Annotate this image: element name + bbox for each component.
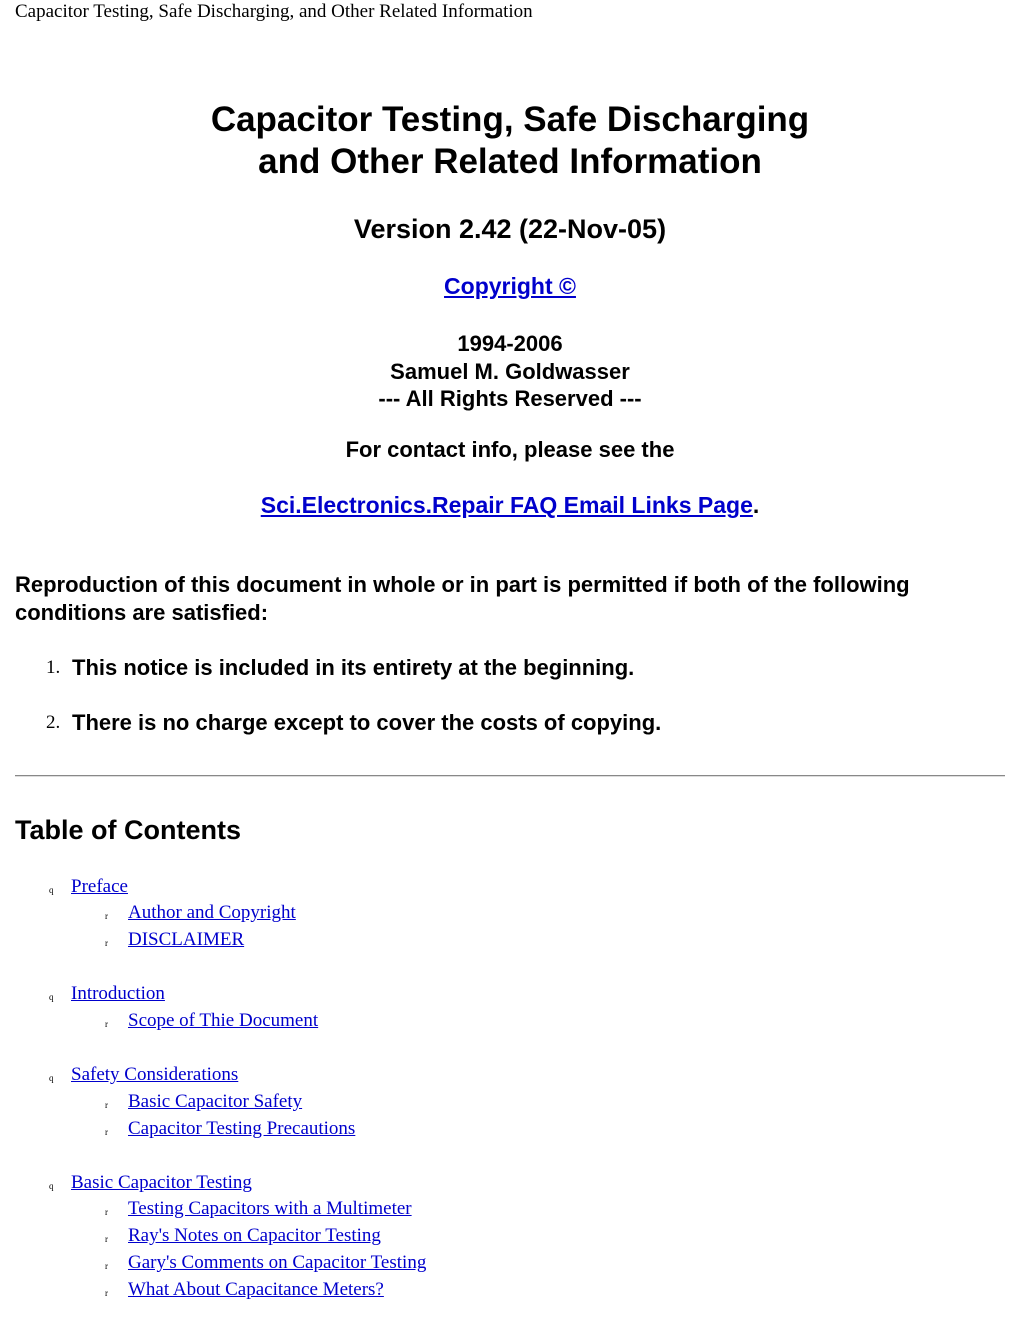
toc-link-scope[interactable]: Scope of Thie Document (128, 1010, 319, 1031)
faq-link-block (0, 490, 1020, 520)
condition-text: This notice is included in its entirety at the beginning. (72, 655, 635, 680)
toc-section-basic-testing (49, 1171, 252, 1195)
horizontal-divider (15, 775, 1005, 777)
toc-subitem-rays-notes (105, 1224, 381, 1248)
toc-link-introduction[interactable]: Introduction (71, 983, 165, 1004)
toc-subitem-garys-comments (105, 1251, 427, 1275)
copyright-link[interactable]: Copyright © (444, 273, 576, 299)
toc-subitem-capacitance-meters (105, 1278, 384, 1302)
toc-subitem-author-copyright (105, 901, 296, 925)
author-block (0, 330, 1020, 413)
copyright-years: 1994-2006 (457, 331, 563, 356)
toc-section-introduction (49, 982, 165, 1006)
toc-link-testing-precautions[interactable]: Capacitor Testing Precautions (128, 1118, 356, 1139)
version-label: Version 2.42 (22-Nov-05) (353, 214, 667, 244)
toc-link-author-copyright[interactable]: Author and Copyright (128, 902, 296, 923)
toc-link-preface[interactable]: Preface (71, 876, 128, 897)
bullet-icon: q (49, 885, 54, 895)
bullet-icon: r (105, 1019, 108, 1029)
toc-link-basic-safety[interactable]: Basic Capacitor Safety (128, 1091, 303, 1112)
bullet-icon: q (49, 992, 54, 1002)
toc-link-rays-notes[interactable]: Ray's Notes on Capacitor Testing (128, 1225, 381, 1246)
contact-info-text: For contact info, please see the (345, 437, 675, 462)
toc-heading: Table of Contents (15, 815, 241, 845)
bullet-icon: r (105, 1234, 108, 1244)
toc-section-preface (49, 875, 128, 899)
bullet-icon: q (49, 1181, 54, 1191)
bullet-icon: r (105, 1288, 108, 1298)
faq-email-links-link[interactable]: Sci.Electronics.Repair FAQ Email Links Page (260, 492, 753, 518)
condition-number: 1. (46, 657, 61, 678)
toc-subitem-disclaimer (105, 928, 245, 952)
toc-link-safety[interactable]: Safety Considerations (71, 1064, 239, 1085)
bullet-icon: q (49, 1073, 54, 1083)
toc-section-safety (49, 1063, 239, 1087)
bullet-icon: r (105, 938, 108, 948)
toc-link-capacitance-meters[interactable]: What About Capacitance Meters? (128, 1279, 384, 1300)
document-title-line2: and Other Related Information (258, 142, 762, 181)
bullet-icon: r (105, 1100, 108, 1110)
toc-link-disclaimer[interactable]: DISCLAIMER (128, 929, 245, 950)
condition-text: There is no charge except to cover the costs of copying. (72, 710, 662, 735)
rights-reserved: --- All Rights Reserved --- (378, 386, 642, 411)
toc-subitem-multimeter (105, 1197, 412, 1221)
bullet-icon: r (105, 1127, 108, 1137)
faq-period: . (752, 492, 760, 518)
condition-number: 2. (46, 712, 61, 733)
document-title (0, 99, 1020, 183)
document-title-line1: Capacitor Testing, Safe Discharging (210, 100, 810, 139)
page-header-title: Capacitor Testing, Safe Discharging, and Other Related Information (15, 1, 533, 22)
copyright-block (0, 271, 1020, 301)
bullet-icon: r (105, 911, 108, 921)
toc-subitem-scope (105, 1009, 319, 1033)
toc-link-multimeter[interactable]: Testing Capacitors with a Multimeter (128, 1198, 412, 1219)
author-name: Samuel M. Goldwasser (390, 358, 630, 384)
toc-link-garys-comments[interactable]: Gary's Comments on Capacitor Testing (128, 1252, 427, 1273)
bullet-icon: r (105, 1207, 108, 1217)
toc-subitem-basic-safety (105, 1090, 303, 1114)
reproduction-notice: Reproduction of this document in whole or in part is permitted if both of the following conditions are satisfied: (15, 572, 910, 625)
toc-subitem-testing-precautions (105, 1117, 356, 1141)
bullet-icon: r (105, 1261, 108, 1271)
toc-link-basic-testing[interactable]: Basic Capacitor Testing (71, 1172, 252, 1193)
